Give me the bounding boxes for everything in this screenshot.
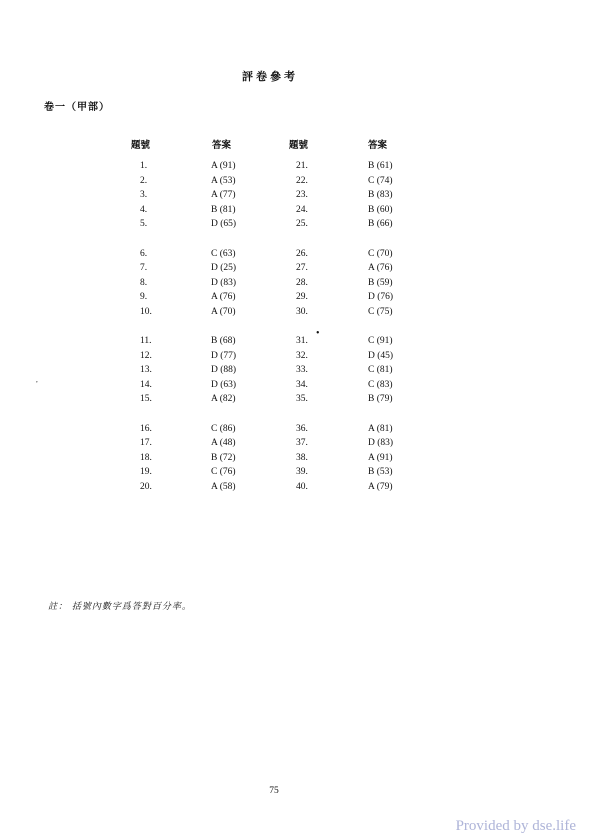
question-number: 35.: [296, 394, 308, 404]
answer-cell: A (76): [211, 292, 236, 302]
question-number: 17.: [140, 438, 152, 448]
question-number: 4.: [140, 204, 148, 215]
answer-cell: C (83): [368, 379, 393, 390]
answer-cell: A (82): [211, 394, 236, 404]
answer-cell: D (63): [211, 379, 237, 390]
question-number: 20.: [140, 481, 152, 492]
question-number: 38.: [296, 452, 308, 463]
answer-cell: D (65): [211, 219, 237, 229]
row-group: [211, 334, 236, 407]
question-number: 29.: [296, 292, 308, 302]
answer-cell: B (53): [368, 467, 393, 477]
stray-mark: •: [316, 328, 320, 339]
row-group: [296, 247, 308, 320]
question-number: 7.: [140, 263, 148, 273]
stray-mark: ,: [36, 376, 38, 384]
answer-cell: A (48): [211, 438, 236, 448]
footnote: 註： 括號內數字爲答對百分率。: [48, 602, 192, 612]
question-number: 34.: [296, 379, 308, 390]
row-group: [296, 334, 308, 407]
question-number: 36.: [296, 423, 308, 434]
answer-cell: C (91): [368, 336, 393, 346]
answer-cell: D (45): [368, 350, 394, 361]
question-number: 32.: [296, 350, 308, 361]
question-number: 21.: [296, 161, 308, 171]
question-number: 40.: [296, 481, 308, 492]
question-number: 5.: [140, 219, 148, 229]
row-group: [368, 159, 393, 232]
question-number: 16.: [140, 423, 152, 434]
header-question-right: 題號: [289, 140, 309, 151]
header-question-left: 題號: [131, 140, 151, 151]
answer-cell: D (88): [211, 365, 237, 375]
answer-cell: C (76): [211, 467, 236, 477]
answer-cell: D (76): [368, 292, 394, 302]
question-number: 37.: [296, 438, 308, 448]
question-number: 1.: [140, 161, 148, 171]
answer-cell: C (86): [211, 423, 236, 434]
header-answer-left: 答案: [212, 140, 232, 151]
row-group: [140, 422, 162, 495]
answer-cell: A (77): [211, 190, 236, 200]
answer-cell: A (81): [368, 423, 393, 434]
answer-cell: B (59): [368, 277, 393, 288]
question-number: 28.: [296, 277, 308, 288]
question-number: 2.: [140, 175, 148, 186]
row-group: [368, 334, 393, 407]
row-group: [211, 422, 236, 495]
answer-cell: C (63): [211, 248, 236, 259]
page-title: 評卷參考: [242, 70, 298, 83]
question-number: 31.: [296, 336, 308, 346]
answer-cell: B (81): [211, 204, 236, 215]
question-number: 23.: [296, 190, 308, 200]
question-number: 8.: [140, 277, 148, 288]
section-heading: 卷一（甲部）: [44, 102, 110, 113]
question-number: 10.: [140, 306, 152, 317]
question-number: 19.: [140, 467, 152, 477]
right-answer-column: [368, 159, 393, 509]
answer-cell: C (74): [368, 175, 393, 186]
question-number: 25.: [296, 219, 308, 229]
question-number: 27.: [296, 263, 308, 273]
row-group: [211, 247, 236, 320]
question-number: 18.: [140, 452, 152, 463]
answer-cell: A (53): [211, 175, 236, 186]
row-group: [368, 422, 393, 495]
left-answer-column: [211, 159, 236, 509]
answer-cell: A (70): [211, 306, 236, 317]
question-number: 11.: [140, 336, 152, 346]
question-number: 39.: [296, 467, 308, 477]
answer-cell: C (70): [368, 248, 393, 259]
answer-cell: A (79): [368, 481, 393, 492]
answer-cell: A (91): [211, 161, 236, 171]
answer-cell: D (77): [211, 350, 237, 361]
question-number: 15.: [140, 394, 152, 404]
row-group: [140, 334, 162, 407]
answer-cell: B (79): [368, 394, 393, 404]
answer-cell: B (66): [368, 219, 393, 229]
question-number: 6.: [140, 248, 148, 259]
question-number: 3.: [140, 190, 148, 200]
right-question-column: [296, 159, 308, 509]
answer-cell: C (75): [368, 306, 393, 317]
row-group: [140, 159, 162, 232]
answer-cell: A (76): [368, 263, 393, 273]
answer-cell: C (81): [368, 365, 393, 375]
question-number: 33.: [296, 365, 308, 375]
row-group: [211, 159, 236, 232]
answer-cell: A (91): [368, 452, 393, 463]
answer-cell: D (25): [211, 263, 237, 273]
page-number: 75: [269, 786, 279, 796]
answer-cell: B (61): [368, 161, 393, 171]
row-group: [296, 159, 308, 232]
question-number: 14.: [140, 379, 152, 390]
answer-cell: D (83): [368, 438, 394, 448]
row-group: [296, 422, 308, 495]
row-group: [140, 247, 162, 320]
watermark: Provided by dse.life: [455, 818, 576, 834]
question-number: 26.: [296, 248, 308, 259]
question-number: 30.: [296, 306, 308, 317]
header-answer-right: 答案: [368, 140, 388, 151]
question-number: 22.: [296, 175, 308, 186]
left-question-column: [140, 159, 162, 509]
answer-cell: B (60): [368, 204, 393, 215]
question-number: 24.: [296, 204, 308, 215]
answer-cell: B (72): [211, 452, 236, 463]
answer-cell: B (83): [368, 190, 393, 200]
answer-cell: A (58): [211, 481, 236, 492]
answer-cell: B (68): [211, 336, 236, 346]
answer-cell: D (83): [211, 277, 237, 288]
question-number: 12.: [140, 350, 152, 361]
row-group: [368, 247, 393, 320]
question-number: 9.: [140, 292, 148, 302]
question-number: 13.: [140, 365, 152, 375]
